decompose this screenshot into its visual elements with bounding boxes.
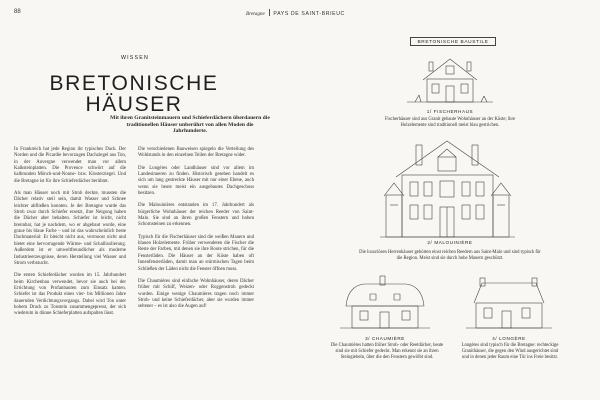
body-paragraph: Die verschiedenen Bauweisen spiegeln die Verteilung des Wohlstands in den einzelnen Teilen der Bretagne wider. <box>138 147 254 159</box>
style-description-chaumiere: Die Chaumières hatten früher Stroh- oder Reetdächer, heute sind sie mit Schiefer gedeckt. Man erkennt sie an ihren Steingiebeln, über die den Fenstern gewölbt sind. <box>330 343 444 360</box>
body-paragraph: Typisch für die Fischerhäuser sind die weißen Mauern und blauen Holzelemente. Früher verwendeten die Fischer die Reste der Farben, mit denen sie ihre Boote strichen, für die Fensterläden. Die Häuser an der Küste haben oft Innenfensterläden, damit man an stürmischen Tagen beim Schließen der Läden nicht die Fenster öffnen muss. <box>138 234 254 272</box>
style-caption-chaumiere: 3/ CHAUMIÈRE <box>365 336 405 341</box>
article-lead: Mit ihren Granitsteinmauern und Schieferdächern überdauern die traditionellen Häuser unberührt von allen Moden die Jahrhunderte. <box>110 115 270 135</box>
body-paragraph: Die Malouinières entstanden im 17. Jahrhundert als bürgerliche Wohnhäuser der reichen Reeder von Saint-Malo. Sie sind an ihren großen Fenstern und hohen Schornsteinen zu erkennen. <box>138 203 254 228</box>
body-paragraph: Die Chaumières sind einfache Wohnhäuser, deren Dächer früher mit Schilf, Weizen- oder Roggenstroh gedeckt wurden. Einige wenige Chaumières tragen noch immer Stroh- und keine Schieferdächer, aber sie wurden immer seltener – es ist also die Augen auf! <box>138 278 254 310</box>
running-header-chapter: PAYS DE SAINT-BRIEUC <box>273 11 345 17</box>
body-paragraph: Als man Häuser noch mit Stroh deckte, mussten die Dächer relativ steil sein, damit Wasser und Schnee leichter abfließen konnten. Je der Bretagne wurde das Stroh zwar durch Schiefer ersetzt, ihre Neigung haben die Dächer aber behalten. Schiefer ist leicht, nicht brennbar, hat je nachdem, wo er abgebaut wurde, eine graue bis blaue Farbe – und ist das wahrscheinlich beste Dachmaterial: Er bleicht nicht aus, vermoost nicht und bietet eine hervorragende Wärme- und Schallisolierung. Außerdem ist er umweltfreundlicher als moderne Industrieerzeugnisse, deren Herstellung viel Wasser und Strom verbraucht. <box>14 191 126 266</box>
style-caption-malouiniere: 2/ MALOUINIÈRE <box>427 240 473 245</box>
article-title <box>44 73 224 115</box>
body-column-1 <box>14 147 126 324</box>
body-paragraph: Die ersten Schieferdächer wurden im 15. Jahrhundert beim Kirchenbau verwendet, bevor sie auch bei der Errichtung von Profanbauten zum Einsatz kamen. Schiefer ist das Produkt eines vier- bis Millionen Jahre dauernden Verdichtungsvorgangs. Dabei wird Ton unter hohem Druck zu Tonstein zusammengepresst, der sich wiederum in dünne Schieferplatten aufspalten lässt. <box>14 273 126 317</box>
running-header-section: Bretagne <box>246 11 265 17</box>
style-description-longere: Longères sind typisch für die Bretagne: rechteckige Granithäuser, die gegen den Wind ausgerichtet sind und in denen jeder Raum eine Tür ins Freie besitzt. <box>461 343 559 360</box>
article-kicker: WISSEN <box>120 55 150 61</box>
style-caption-fischerhaus: 1/ FISCHERHAUS <box>426 109 474 114</box>
body-paragraph: In Frankreich hat jede Region ihr typisches Dach. Der Norden und die Picardie bevorzugen Dachziegel aus Ton, in der Auvergne verwendet man vor allem Kalksteinplatten. Die Provence schwört auf die halbrunden Mönch-und-Nonne- bzw. Klosterziegel. Und die Bretagne ist für ihre Schieferdächer berühmt. <box>14 147 126 184</box>
running-header-divider <box>269 9 270 16</box>
running-header <box>246 9 345 17</box>
sidebar-tag: BRETONISCHE BAUSTILE <box>410 37 496 46</box>
body-column-2 <box>138 147 254 317</box>
chaumiere-icon <box>340 272 430 330</box>
malouiniere-icon <box>380 135 515 240</box>
style-description-fischerhaus: Fischerhäuser sind aus Granit gebaute Wohnhäuser an der Küste; ihre Holzelemente sind traditionell meist blau gestrichen. <box>384 117 516 128</box>
style-caption-longere: 4/ LONGÈRE <box>492 336 526 341</box>
body-paragraph: Die Longères oder Landhäuser sind vor allem im Landesinneren zu finden. Historisch gesehen handelt es sich um lang gestreckte Häuser mit nur einer Ebene, auch wenn sie heute meist ein ausgebautes Dachgeschoss besitzen. <box>138 165 254 197</box>
article-title-line-1: BRETONISCHE <box>49 72 219 95</box>
longere-icon <box>466 275 552 330</box>
article-title-line-2: HÄUSER <box>85 93 183 116</box>
style-description-malouiniere: Die luxuriösen Herrenhäuser gehörten einst reichen Reedern aus Saint-Malo und sind typisch für die Region. Meist sind sie durch hohe Mauern geschützt. <box>359 250 541 261</box>
page-number: 88 <box>14 9 21 15</box>
fisherman-house-icon <box>405 55 495 105</box>
